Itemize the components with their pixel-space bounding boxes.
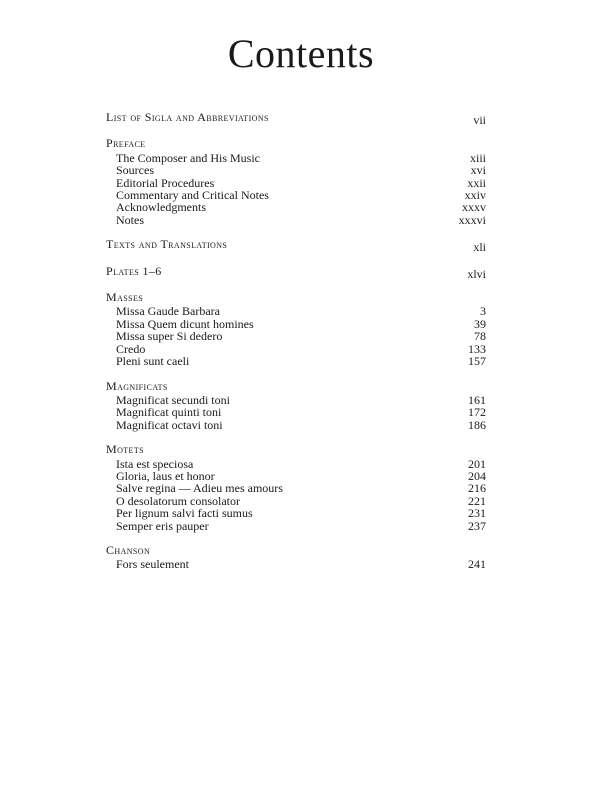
toc-entry-page: 157 <box>468 354 486 369</box>
toc-entry-label: The Composer and His Music <box>116 150 260 165</box>
toc-entry-page: 78 <box>474 329 486 344</box>
toc-entry[interactable] <box>106 330 486 342</box>
toc-section-preface <box>106 137 486 226</box>
section-heading: Chanson <box>106 542 151 557</box>
toc-entry-label: O desolatorum consolator <box>116 493 240 508</box>
toc-entry-label: Acknowledgments <box>116 200 206 215</box>
toc-entry[interactable] <box>106 164 486 176</box>
toc-entry-page: 39 <box>474 316 486 331</box>
toc-entry-label: Texts and Translations <box>106 237 228 252</box>
toc-entry[interactable] <box>106 214 486 226</box>
toc-section-plates <box>106 263 486 281</box>
toc-entry[interactable] <box>106 110 486 127</box>
toc-entry[interactable] <box>106 305 486 317</box>
toc-entry-page: xxxv <box>462 200 486 215</box>
toc-entry-label: Missa Gaude Barbara <box>116 304 220 319</box>
toc-entry-page: 161 <box>468 392 486 407</box>
toc-entry-page: xli <box>473 240 486 255</box>
toc-entry-label: Editorial Procedures <box>116 175 215 190</box>
toc-entry[interactable] <box>106 263 486 281</box>
toc-entry[interactable] <box>106 237 486 255</box>
page-title: Contents <box>227 31 375 76</box>
toc-entry-label: Notes <box>116 212 144 227</box>
toc-entry-label: Fors seulement <box>116 557 189 572</box>
toc-entry-label: Credo <box>116 341 146 356</box>
toc-entry-page: 221 <box>468 493 486 508</box>
toc-entry-page: 216 <box>468 481 486 496</box>
toc-entry-label: Pleni sunt caeli <box>116 354 190 369</box>
toc-entry-page: 204 <box>468 468 486 483</box>
section-heading: Masses <box>106 290 144 305</box>
toc-entry[interactable] <box>106 355 486 367</box>
toc-entry-label: List of Sigla and Abbreviations <box>106 110 269 124</box>
toc-entry-page: 231 <box>468 506 486 521</box>
toc-entry[interactable] <box>106 419 486 431</box>
toc-entry-label: Magnificat secundi toni <box>116 392 230 407</box>
toc-entry-label: Ista est speciosa <box>116 456 194 471</box>
toc-entry-label: Magnificat quinti toni <box>116 405 222 420</box>
toc-section-chanson <box>106 544 486 571</box>
toc-entry-label: Sources <box>116 163 154 178</box>
toc-entry[interactable] <box>106 201 486 213</box>
toc-entry-page: xiii <box>469 150 486 165</box>
toc-entry[interactable] <box>106 507 486 519</box>
toc-entry[interactable] <box>106 406 486 418</box>
toc-entry-label: Missa super Si dedero <box>116 329 223 344</box>
toc-entry-label: Missa Quem dicunt homines <box>116 316 254 331</box>
toc-entry-label: Plates 1–6 <box>106 263 162 278</box>
toc-section-masses <box>106 291 486 367</box>
toc-entry[interactable] <box>106 558 486 570</box>
table-of-contents <box>106 111 486 583</box>
toc-entry-page: xvi <box>470 163 486 178</box>
toc-entry-page: xxiv <box>464 188 486 203</box>
section-heading: Preface <box>106 136 146 151</box>
toc-entry-label: Commentary and Critical Notes <box>116 188 269 203</box>
toc-entry-page: xlvi <box>467 266 486 281</box>
toc-entry-label: Gloria, laus et honor <box>116 468 215 483</box>
toc-entry[interactable] <box>106 520 486 532</box>
toc-entry[interactable] <box>106 482 486 494</box>
toc-entry-page: 186 <box>468 417 486 432</box>
section-heading: Motets <box>106 442 144 457</box>
toc-entry-page: 241 <box>468 557 486 572</box>
toc-entry-label: Salve regina — Adieu mes amours <box>116 481 283 496</box>
toc-entry-label: Per lignum salvi facti sumus <box>116 506 253 521</box>
toc-entry-page: 3 <box>480 304 486 319</box>
toc-entry-page: 201 <box>468 456 486 471</box>
toc-entry-page: 133 <box>468 341 486 356</box>
toc-entry-page: xxxvi <box>458 212 486 227</box>
toc-section-sigla <box>106 110 486 127</box>
section-heading: Magnificats <box>106 378 168 393</box>
toc-section-magnificats <box>106 380 486 432</box>
toc-entry-page: 237 <box>468 518 486 533</box>
toc-entry-page: vii <box>473 113 486 127</box>
toc-section-motets <box>106 443 486 532</box>
toc-entry-label: Magnificat octavi toni <box>116 417 223 432</box>
toc-entry-page: 172 <box>468 405 486 420</box>
toc-entry-page: xxii <box>467 175 486 190</box>
toc-entry[interactable] <box>106 152 486 164</box>
toc-entry-label: Semper eris pauper <box>116 518 209 533</box>
toc-section-texts <box>106 237 486 255</box>
